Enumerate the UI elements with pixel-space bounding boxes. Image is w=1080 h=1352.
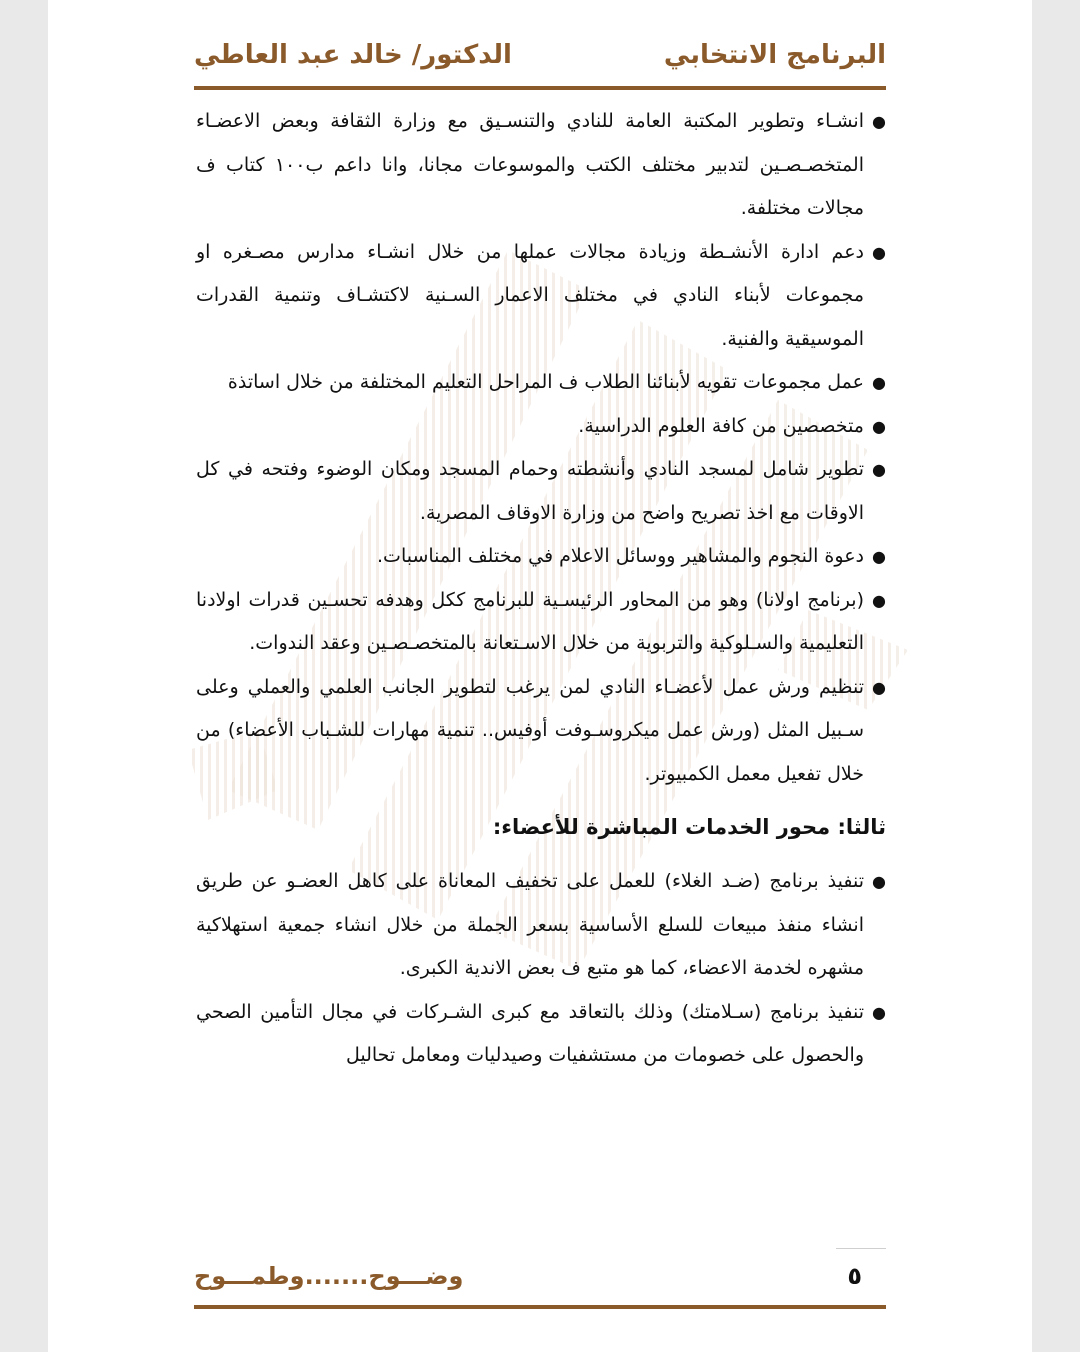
list-item-text: دعم ادارة الأنشـطة وزيادة مجالات عملها من خلال انشـاء مدارس مصـغره او مجموعات لأبناء النادي في مختلف الاعمار السـنية لاكتشـاف وتنمية القدرات الموسيقية والفنية.	[196, 240, 864, 350]
bullet-icon: ●	[872, 416, 886, 436]
list-item	[196, 991, 886, 1078]
list-item	[196, 231, 886, 362]
document-page	[48, 0, 1032, 1352]
bullet-icon: ●	[872, 677, 886, 697]
list-item-text: تنفيذ برنامج (ضـد الغلاء) للعمل على تخفيف المعاناة على كاهل العضـو عن طريق انشاء منفذ مبيعات للسلع الأساسية بسعر الجملة من خلال انشاء جمعية استهلاكية مشهره لخدمة الاعضاء، كما هو متبع ف بعض الاندية الكبرى.	[196, 870, 864, 979]
page-number: ٥	[847, 1262, 862, 1290]
header-author: الدكتور/ خالد عبد العاطي	[194, 40, 512, 70]
list-item	[196, 535, 886, 579]
list-item-text: دعوة النجوم والمشاهير ووسائل الاعلام في مختلف المناسبات.	[377, 545, 864, 567]
list-item-text: عمل مجموعات تقويه لأبنائنا الطلاب ف المراحل التعليم المختلفة من خلال اساتذة	[227, 371, 864, 393]
list-item	[196, 579, 886, 666]
bullet-icon: ●	[872, 872, 886, 891]
footer-rule	[194, 1305, 886, 1309]
bullet-icon: ●	[872, 1002, 886, 1022]
list-item	[196, 448, 886, 535]
header-rule	[194, 86, 886, 90]
list-item-text: انشـاء وتطوير المكتبة العامة للنادي والتنسـيق مع وزارة الثقافة وبعض الاعضـاء المتخصـصـين لتدبير مختلف الكتب والموسوعات مجانا، وانا داعم ب١٠٠ كتاب ف مجالات مختلفة.	[196, 110, 864, 219]
section-title: محور الخدمات المباشرة للأعضاء:	[492, 815, 831, 839]
page-body	[196, 100, 886, 1078]
footer-slogan: وضـــوح.......وطمـــوح	[194, 1262, 464, 1290]
page-footer	[194, 1262, 886, 1302]
bullet-icon: ●	[872, 373, 886, 392]
list-item-text: (برنامج اولانا) وهو من المحاور الرئيسـية للبرنامج ككل وهدفه تحسـين قدرات اولادنا التعليمية والسـلوكية والتربوية من خلال الاسـتعانة بالمتخصـصـين وعقد الندوات.	[196, 588, 864, 654]
list-item	[196, 666, 886, 797]
footer-divider	[836, 1248, 886, 1249]
bullet-icon: ●	[872, 547, 886, 566]
list-item	[196, 100, 886, 231]
list-item	[196, 361, 886, 405]
section-number: ثالثا:	[837, 815, 886, 839]
bullet-icon: ●	[872, 460, 886, 479]
list-item	[196, 860, 886, 991]
list-item-text: تطوير شامل لمسجد النادي وأنشطته وحمام المسجد ومكان الوضوء وفتحه في كل الاوقات مع اخذ تصريح واضح من وزارة الاوقاف المصرية.	[196, 458, 864, 524]
list-item-text: متخصصين من كافة العلوم الدراسية.	[578, 414, 864, 437]
bullet-icon: ●	[872, 112, 886, 131]
list-item	[196, 405, 886, 449]
bullet-icon: ●	[872, 590, 886, 610]
list-item-text: تنظيم ورش عمل لأعضـاء النادي لمن يرغب لتطوير الجانب العلمي والعملي وعلى سـبيل المثل (ورش عمل ميكروسـوفت أوفيس.. تنمية مهارات للشـباب الأعضاء) من خلال تفعيل معمل الكمبيوتر.	[196, 675, 864, 785]
section-heading	[196, 802, 886, 852]
bullet-icon: ●	[872, 242, 886, 262]
header-title: البرنامج الانتخابي	[663, 40, 886, 70]
page-header	[194, 40, 886, 84]
list-item-text: تنفيذ برنامج (سـلامتك) وذلك بالتعاقد مع كبرى الشـركات في مجال التأمين الصحي والحصول على خصومات من مستشفيات وصيدليات ومعامل تحاليل	[196, 1000, 864, 1066]
